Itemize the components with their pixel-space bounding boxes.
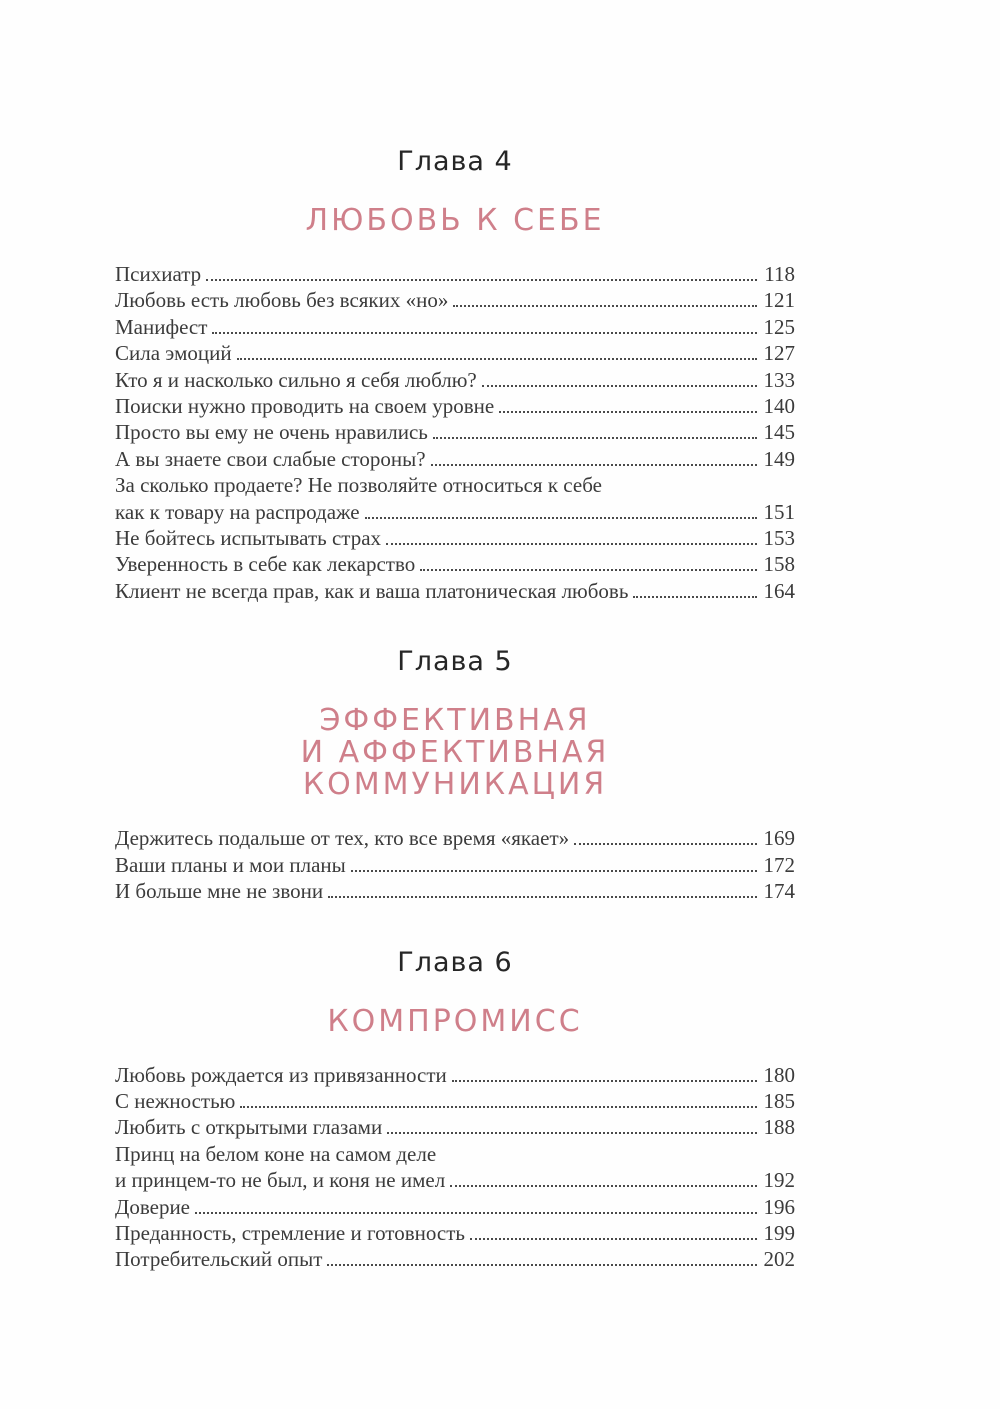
toc-entry-row	[115, 367, 795, 393]
toc-entry-page: 196	[763, 1194, 795, 1219]
toc-entry-text: Ваши планы и мои планы	[115, 852, 346, 877]
chapter-label: Глава 5	[397, 646, 513, 678]
toc-entry-page: 127	[763, 341, 795, 366]
toc-entry-row	[115, 1114, 795, 1140]
toc-entry-row	[115, 499, 795, 525]
dot-leader	[365, 517, 757, 519]
toc-entry-continuation-line	[115, 472, 795, 498]
toc-entry-row	[115, 1194, 795, 1220]
dot-leader	[386, 543, 756, 545]
toc-entry-page: 202	[763, 1247, 795, 1272]
dot-leader	[470, 1238, 757, 1240]
toc-entry-text: Клиент не всегда прав, как и ваша платоническая любовь	[115, 578, 629, 603]
toc-entry-list	[115, 261, 795, 604]
dot-leader	[453, 305, 756, 307]
toc-entry-text: Кто я и насколько сильно я себя люблю?	[115, 367, 477, 392]
toc-entry-page: 151	[763, 499, 795, 524]
toc-entry-row	[115, 825, 795, 851]
toc-entry-page: 169	[763, 826, 795, 851]
toc-entry-page: 121	[763, 288, 795, 313]
toc-entry-row	[115, 878, 795, 904]
toc-entry-row	[115, 419, 795, 445]
toc-entry-text: Потребительский опыт	[115, 1247, 323, 1272]
toc-entry-text: Преданность, стремление и готовность	[115, 1220, 465, 1245]
toc-entry-page: 153	[763, 526, 795, 551]
toc-entry-text: Держитесь подальше от тех, кто все время «якает»	[115, 826, 570, 851]
dot-leader	[450, 1185, 756, 1187]
toc-entry-row	[115, 1167, 795, 1193]
toc-entry-text: С нежностью	[115, 1088, 236, 1113]
toc-entry-text: Принц на белом коне на самом деле	[115, 1141, 437, 1166]
toc-entry-page: 133	[763, 367, 795, 392]
toc-section	[115, 646, 795, 904]
dot-leader	[206, 279, 757, 281]
dot-leader	[240, 1106, 756, 1108]
toc-entry-text: Просто вы ему не очень нравились	[115, 420, 428, 445]
toc-entry-page: 158	[763, 552, 795, 577]
dot-leader	[633, 596, 756, 598]
dot-leader	[328, 896, 756, 898]
toc-entry-text: Уверенность в себе как лекарство	[115, 552, 416, 577]
chapter-label: Глава 6	[397, 946, 513, 978]
toc-entry-row	[115, 525, 795, 551]
dot-leader	[351, 870, 757, 872]
toc-entry-page: 164	[763, 578, 795, 603]
toc-entry-text: Сила эмоций	[115, 341, 232, 366]
toc-entry-row	[115, 551, 795, 577]
toc-entry-page: 174	[763, 879, 795, 904]
toc-entry-text: Не бойтесь испытывать страх	[115, 526, 382, 551]
dot-leader	[431, 464, 757, 466]
toc-entry-text: как к товару на распродаже	[115, 499, 360, 524]
toc-entry-page: 145	[763, 420, 795, 445]
toc-entry-page: 172	[763, 852, 795, 877]
dot-leader	[499, 411, 756, 413]
toc-entry-text: Любовь есть любовь без всяких «но»	[115, 288, 449, 313]
toc-entry-row	[115, 340, 795, 366]
toc-entry-text: Манифест	[115, 314, 208, 339]
chapter-title-line: ЛЮБОВЬ К СЕБЕ	[305, 203, 605, 238]
dot-leader	[433, 437, 757, 439]
dot-leader	[482, 385, 757, 387]
dot-leader	[574, 843, 756, 845]
dot-leader	[327, 1264, 756, 1266]
dot-leader	[452, 1080, 757, 1082]
toc-entry-page: 199	[763, 1220, 795, 1245]
toc-section	[115, 146, 795, 604]
chapter-title-line: КОММУНИКАЦИЯ	[302, 767, 608, 803]
toc-entry-page: 185	[763, 1088, 795, 1113]
toc-entry-row	[115, 314, 795, 340]
toc-entry-row	[115, 1246, 795, 1272]
toc-entry-row	[115, 261, 795, 287]
toc-entry-list	[115, 1062, 795, 1273]
toc-entry-row	[115, 1220, 795, 1246]
toc-entry-text: Доверие	[115, 1194, 190, 1219]
chapter-title-line: ЭФФЕКТИВНАЯ	[319, 703, 591, 739]
toc-entry-page: 118	[764, 262, 795, 286]
toc-entry-row	[115, 446, 795, 472]
toc-entry-row	[115, 1088, 795, 1114]
toc-entry-row	[115, 852, 795, 878]
toc-entry-page: 188	[763, 1115, 795, 1140]
chapter-title	[115, 1003, 795, 1039]
dot-leader	[420, 569, 756, 571]
toc-entry-page: 180	[763, 1062, 795, 1087]
dot-leader	[212, 332, 756, 334]
toc-entry-page: 140	[763, 394, 795, 419]
toc-entry-text: За сколько продаете? Не позволяйте относиться к себе	[115, 473, 602, 498]
toc-entry-row	[115, 393, 795, 419]
toc-entry-text: Поиски нужно проводить на своем уровне	[115, 394, 495, 419]
toc-entry-page: 192	[763, 1168, 795, 1193]
toc-entry-text: И больше мне не звони	[115, 879, 324, 904]
chapter-title	[115, 705, 795, 801]
toc-section	[115, 947, 795, 1273]
toc-entry-page: 125	[763, 314, 795, 339]
dot-leader	[237, 358, 757, 360]
toc-entry-text: Любить с открытыми глазами	[115, 1115, 383, 1140]
toc-entry-continuation-line	[115, 1141, 795, 1167]
toc-entry-text: Любовь рождается из привязанности	[115, 1062, 447, 1087]
dot-leader	[195, 1212, 757, 1214]
toc-entry-row	[115, 578, 795, 604]
toc-entry-text: Психиатр	[115, 262, 202, 286]
toc-entry-row	[115, 1062, 795, 1088]
toc-entry-list	[115, 825, 795, 904]
toc-entry-text: А вы знаете свои слабые стороны?	[115, 446, 426, 471]
chapter-label: Глава 4	[397, 146, 513, 177]
toc-entry-row	[115, 287, 795, 313]
chapter-title-line: И АФФЕКТИВНАЯ	[300, 735, 610, 771]
chapter-title-line: КОМПРОМИСС	[327, 1003, 583, 1039]
dot-leader	[387, 1132, 756, 1134]
toc-sections	[115, 146, 795, 1273]
toc-entry-page: 149	[763, 446, 795, 471]
toc-entry-text: и принцем-то не был, и коня не имел	[115, 1168, 446, 1193]
chapter-title	[115, 205, 795, 237]
